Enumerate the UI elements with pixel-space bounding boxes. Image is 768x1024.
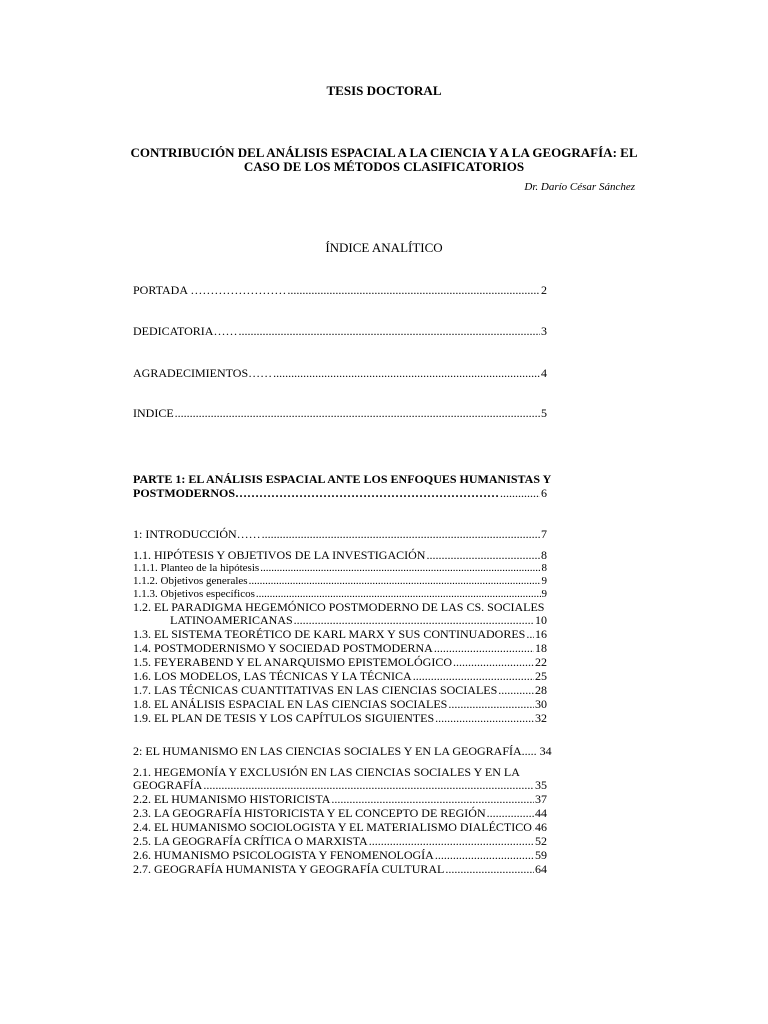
toc-entry <box>133 862 547 877</box>
toc-page: 37 <box>535 792 547 806</box>
toc-label: 1.5. FEYERABEND Y EL ANARQUISMO EPISTEMOLÓGICO <box>133 655 453 669</box>
toc-page: 8 <box>541 548 547 562</box>
toc-page: 4 <box>541 366 547 380</box>
toc-label: 2.4. EL HUMANISMO SOCIOLOGISTA Y EL MATERIALISMO DIALÉCTICO <box>133 820 532 834</box>
toc-page: 25 <box>535 669 547 683</box>
toc-entry-indice <box>133 406 547 421</box>
toc-page: 18 <box>535 641 547 655</box>
toc-entry <box>133 575 547 587</box>
thesis-title: TESIS DOCTORAL <box>326 83 442 98</box>
toc-label: 2.7. GEOGRAFÍA HUMANISTA Y GEOGRAFÍA CULTURAL <box>133 862 445 876</box>
toc-entry <box>133 697 547 712</box>
toc-entry <box>133 548 547 563</box>
toc-label: 1.1.3. Objetivos específicos <box>133 588 255 600</box>
toc-label: POSTMODERNOS………………………………………………………… <box>133 486 500 500</box>
toc-entry <box>133 820 547 835</box>
toc-label: AGRADECIMIENTOS…… <box>133 366 273 380</box>
toc-entry <box>133 655 547 670</box>
part1-heading-line1: PARTE 1: EL ANÁLISIS ESPACIAL ANTE LOS ENFOQUES HUMANISTAS Y <box>133 472 552 486</box>
toc-label: LATINOAMERICANAS <box>170 613 293 627</box>
toc-entry <box>133 792 547 807</box>
toc-page: 5 <box>541 406 547 420</box>
toc-label: 1.1. HIPÓTESIS Y OBJETIVOS DE LA INVESTIGACIÓN <box>133 548 426 562</box>
toc-label: GEOGRAFÍA <box>133 778 203 792</box>
chapter2-heading: 2: EL HUMANISMO EN LAS CIENCIAS SOCIALES Y EN LA GEOGRAFÍA..... 34 <box>133 744 552 758</box>
toc-page: 64 <box>535 862 547 876</box>
toc-page: 10 <box>535 613 547 627</box>
toc-page: 7 <box>541 527 547 541</box>
toc-page: 52 <box>535 834 547 848</box>
toc-entry <box>133 588 547 600</box>
toc-label: PORTADA …………………… <box>133 283 287 297</box>
toc-page: 35 <box>535 778 547 792</box>
toc-entry <box>133 562 547 574</box>
toc-entry-agradecimientos <box>133 366 547 381</box>
author: Dr. Darío César Sánchez <box>524 181 635 193</box>
toc-label: 1.6. LOS MODELOS, LAS TÉCNICAS Y LA TÉCNICA <box>133 669 412 683</box>
toc-label: 1.1.2. Objetivos generales <box>133 575 248 587</box>
part1-heading-line2 <box>133 486 547 501</box>
toc-page: 30 <box>535 697 547 711</box>
toc-label: 1.3. EL SISTEMA TEORÉTICO DE KARL MARX Y SUS CONTINUADORES <box>133 627 526 641</box>
toc-entry <box>133 711 547 726</box>
toc-page: 3 <box>541 324 547 338</box>
thesis-subtitle-line1: CONTRIBUCIÓN DEL ANÁLISIS ESPACIAL A LA CIENCIA Y A LA GEOGRAFÍA: EL <box>130 145 638 160</box>
index-heading: ÍNDICE ANALÍTICO <box>325 240 443 255</box>
toc-page: 46 <box>535 820 547 834</box>
toc-label: 1.4. POSTMODERNISMO Y SOCIEDAD POSTMODERNA <box>133 641 433 655</box>
toc-page: 22 <box>535 655 547 669</box>
toc-label: 1.8. EL ANÁLISIS ESPACIAL EN LAS CIENCIAS SOCIALES <box>133 697 448 711</box>
toc-entry <box>133 641 547 656</box>
toc-label: 2.5. LA GEOGRAFÍA CRÍTICA O MARXISTA <box>133 834 368 848</box>
toc-entry-line: 2.1. HEGEMONÍA Y EXCLUSIÓN EN LAS CIENCIAS SOCIALES Y EN LA <box>133 765 520 779</box>
toc-entry-portada <box>133 283 547 298</box>
toc-page: 9 <box>541 588 547 600</box>
toc-page: 32 <box>535 711 547 725</box>
toc-label: 2.2. EL HUMANISMO HISTORICISTA <box>133 792 331 806</box>
toc-entry-line: 1.2. EL PARADIGMA HEGEMÓNICO POSTMODERNO DE LAS CS. SOCIALES <box>133 600 545 614</box>
toc-entry <box>133 669 547 684</box>
toc-page: 9 <box>541 575 547 587</box>
toc-entry <box>133 778 547 793</box>
toc-label: 1.1.1. Planteo de la hipótesis <box>133 562 260 574</box>
toc-page: 59 <box>535 848 547 862</box>
toc-page: 28 <box>535 683 547 697</box>
toc-label: 2.6. HUMANISMO PSICOLOGISTA Y FENOMENOLOGÍA <box>133 848 434 862</box>
toc-page: 8 <box>541 562 547 574</box>
toc-page: 16 <box>535 627 547 641</box>
toc-page: 6 <box>541 486 547 500</box>
toc-page: 44 <box>535 806 547 820</box>
toc-entry <box>133 848 547 863</box>
toc-label: DEDICATORIA…… <box>133 324 238 338</box>
toc-label: INDICE <box>133 406 174 420</box>
toc-entry <box>133 683 547 698</box>
toc-label: 1.7. LAS TÉCNICAS CUANTITATIVAS EN LAS CIENCIAS SOCIALES <box>133 683 498 697</box>
toc-entry-dedicatoria <box>133 324 547 339</box>
toc-label: 1.9. EL PLAN DE TESIS Y LOS CAPÍTULOS SIGUIENTES <box>133 711 435 725</box>
toc-entry <box>133 834 547 849</box>
toc-entry <box>133 627 547 642</box>
toc-entry <box>133 806 547 821</box>
toc-entry <box>170 613 547 628</box>
thesis-subtitle-line2: CASO DE LOS MÉTODOS CLASIFICATORIOS <box>243 159 525 174</box>
toc-page: 2 <box>541 283 547 297</box>
chapter1-heading <box>133 527 547 542</box>
toc-label: 1: INTRODUCCIÓN…… <box>133 527 261 541</box>
toc-label: 2.3. LA GEOGRAFÍA HISTORICISTA Y EL CONCEPTO DE REGIÓN <box>133 806 486 820</box>
